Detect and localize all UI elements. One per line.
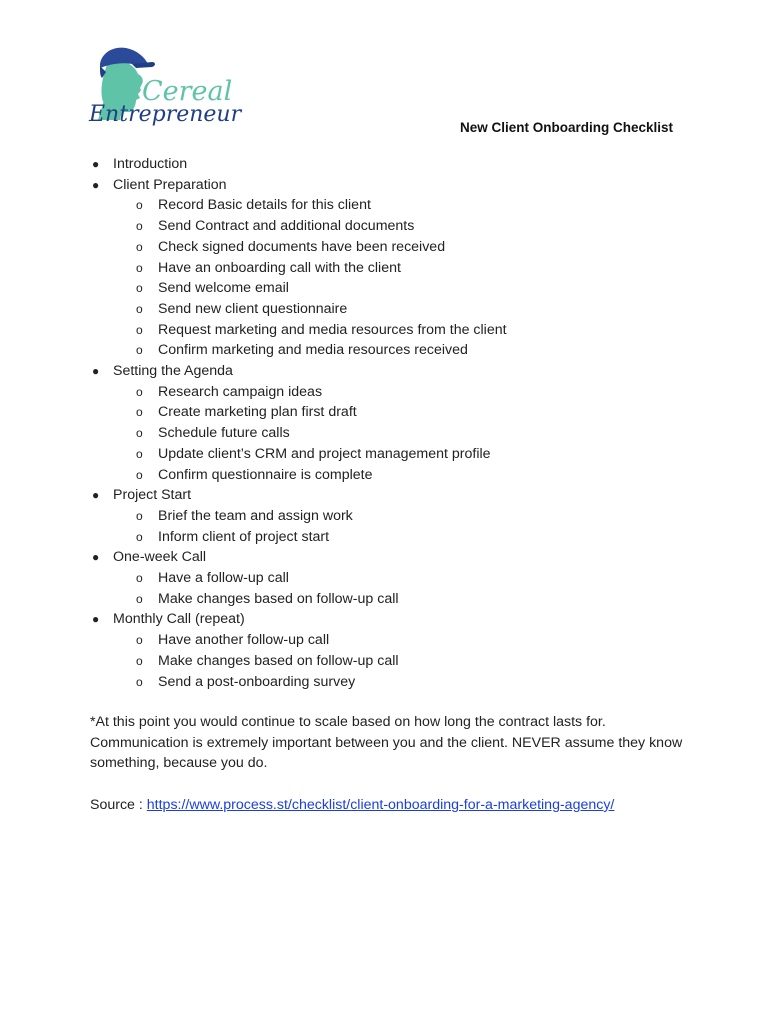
item-label: Send a post-onboarding survey xyxy=(158,673,356,690)
hollow-bullet-icon: o xyxy=(136,653,143,668)
bullet-icon: ● xyxy=(92,177,100,192)
hollow-bullet-icon: o xyxy=(136,405,143,420)
hollow-bullet-icon: o xyxy=(136,219,143,234)
checklist-item xyxy=(90,299,710,320)
bullet-icon: ● xyxy=(92,612,100,627)
section-label: Introduction xyxy=(113,156,188,172)
checklist-item xyxy=(90,216,710,237)
checklist-item xyxy=(90,258,710,279)
item-label: Check signed documents have been received xyxy=(158,238,446,255)
item-label: Inform client of project start xyxy=(158,528,330,545)
source-link[interactable]: https://www.process.st/checklist/client-onboarding-for-a-marketing-agency/ xyxy=(146,797,615,813)
hollow-bullet-icon: o xyxy=(136,529,143,544)
item-label: Have a follow-up call xyxy=(158,570,289,587)
section-label: Monthly Call (repeat) xyxy=(113,611,245,628)
checklist-item xyxy=(90,506,710,527)
item-label: Send Contract and additional documents xyxy=(158,218,415,235)
item-label: Confirm marketing and media resources received xyxy=(158,342,468,359)
hollow-bullet-icon: o xyxy=(136,426,143,441)
bullet-icon: ● xyxy=(92,550,100,565)
section-label: Setting the Agenda xyxy=(113,363,233,380)
hollow-bullet-icon: o xyxy=(136,508,143,523)
checklist-section xyxy=(90,361,710,382)
checklist-item xyxy=(90,237,710,258)
hollow-bullet-icon: o xyxy=(136,571,143,586)
item-label: Brief the team and assign work xyxy=(158,507,353,524)
checklist-item xyxy=(90,423,710,444)
checklist-section xyxy=(90,154,710,175)
item-label: Request marketing and media resources from the client xyxy=(158,321,507,338)
document-title: New Client Onboarding Checklist xyxy=(460,120,674,135)
hollow-bullet-icon: o xyxy=(136,591,143,606)
bullet-icon: ● xyxy=(92,364,100,379)
hollow-bullet-icon: o xyxy=(136,633,143,648)
item-label: Confirm questionnaire is complete xyxy=(158,466,373,483)
checklist-section xyxy=(90,547,710,568)
logo-wordmark-entrepreneur: Entrepreneur xyxy=(89,102,242,127)
bullet-icon: ● xyxy=(92,488,100,503)
logo-wordmark-cereal: Cereal xyxy=(142,76,233,107)
checklist-item xyxy=(90,340,710,361)
checklist-item xyxy=(90,278,710,299)
source-label: Source : xyxy=(90,797,147,813)
hollow-bullet-icon: o xyxy=(136,198,143,213)
item-label: Record Basic details for this client xyxy=(158,197,371,214)
hollow-bullet-icon: o xyxy=(136,301,143,316)
bullet-icon: ● xyxy=(92,157,100,171)
item-label: Send welcome email xyxy=(158,280,289,297)
hollow-bullet-icon: o xyxy=(136,322,143,337)
cereal-entrepreneur-logo xyxy=(86,42,242,140)
hollow-bullet-icon: o xyxy=(136,467,143,482)
checklist-item xyxy=(90,630,710,651)
section-label: One-week Call xyxy=(113,549,207,566)
checklist-item xyxy=(90,320,710,341)
item-label: Update client’s CRM and project management profile xyxy=(158,445,491,462)
item-label: Research campaign ideas xyxy=(158,383,323,400)
hollow-bullet-icon: o xyxy=(136,384,143,399)
item-label: Make changes based on follow-up call xyxy=(158,590,399,607)
checklist-section xyxy=(90,175,710,196)
source-line xyxy=(90,795,614,816)
checklist-item xyxy=(90,402,710,423)
hollow-bullet-icon: o xyxy=(136,239,143,254)
item-label: Have another follow-up call xyxy=(158,632,330,649)
checklist-section xyxy=(90,609,710,630)
hollow-bullet-icon: o xyxy=(136,281,143,296)
item-label: Schedule future calls xyxy=(158,425,290,442)
item-label: Send new client questionnaire xyxy=(158,300,348,317)
item-label: Make changes based on follow-up call xyxy=(158,652,399,669)
checklist-item xyxy=(90,589,710,610)
checklist-item xyxy=(90,444,710,465)
item-label: Create marketing plan first draft xyxy=(158,404,357,421)
checklist-item xyxy=(90,672,710,693)
section-label: Client Preparation xyxy=(113,176,227,193)
closing-note: *At this point you would continue to scale based on how long the contract lasts for. Communication is extremely important between you and the client. NEVER assume they know something, because you do. xyxy=(90,714,683,772)
checklist-item xyxy=(90,527,710,548)
checklist-item xyxy=(90,651,710,672)
onboarding-checklist xyxy=(90,154,710,692)
hollow-bullet-icon: o xyxy=(136,343,143,358)
checklist-item xyxy=(90,382,710,403)
section-label: Project Start xyxy=(113,487,192,504)
hollow-bullet-icon: o xyxy=(136,446,143,461)
checklist-item xyxy=(90,465,710,486)
hollow-bullet-icon: o xyxy=(136,674,143,689)
item-label: Have an onboarding call with the client xyxy=(158,259,401,276)
checklist-item xyxy=(90,568,710,589)
checklist-section xyxy=(90,485,710,506)
hollow-bullet-icon: o xyxy=(136,260,143,275)
checklist-item xyxy=(90,195,710,216)
